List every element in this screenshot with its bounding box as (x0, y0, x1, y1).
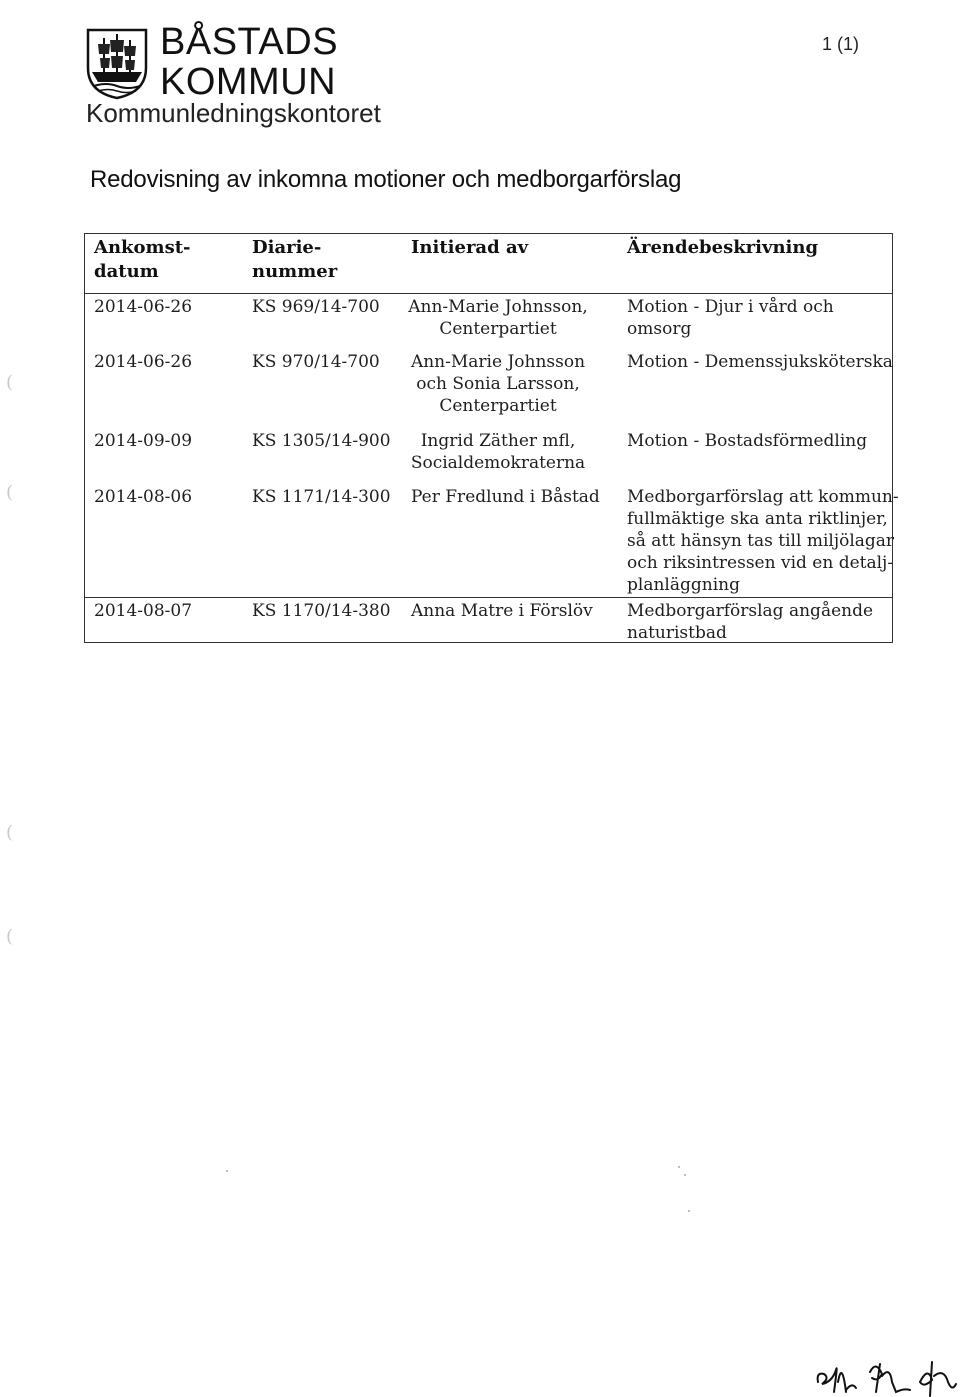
header-divider (85, 293, 892, 294)
header-diary-number: Diarie- nummer (252, 237, 338, 282)
margin-mark: ( (6, 926, 14, 947)
row-5-date: 2014-08-07 (94, 601, 193, 621)
scan-speck (684, 1174, 686, 1176)
header-initiated-by: Initierad av (411, 237, 529, 258)
row-5-description: Medborgarförslag angående naturistbad (627, 601, 874, 643)
row-4-date: 2014-08-06 (94, 487, 193, 507)
organization-name-line-2: KOMMUN (160, 61, 337, 103)
row-1-date: 2014-06-26 (94, 297, 193, 317)
municipal-crest-icon (86, 28, 148, 100)
header-description: Ärendebeskrivning (627, 237, 819, 258)
organization-name-line-1: BÅSTADS (160, 21, 339, 63)
scan-speck (688, 1210, 690, 1212)
row-2-description: Motion - Demenssjuksköterska (627, 352, 893, 372)
row-2-date: 2014-06-26 (94, 352, 193, 372)
scan-speck (678, 1166, 680, 1168)
row-3-initiated-by: Ingrid Zäther mfl, Socialdemokraterna (410, 431, 586, 473)
header-date: Ankomst- datum (94, 237, 191, 282)
row-5-initiated-by: Anna Matre i Förslöv (411, 601, 593, 621)
row-2-diary-number: KS 970/14-700 (252, 352, 380, 372)
row-3-date: 2014-09-09 (94, 431, 193, 451)
margin-mark: ( (6, 482, 14, 503)
row-4-description: Medborgarförslag att kommun- fullmäktige ska anta riktlinjer, så att hänsyn tas till miljölagar och riksintressen vid en detalj- planläggning (627, 487, 899, 595)
row-1-description: Motion - Djur i vård och omsorg (627, 297, 834, 339)
handwritten-initials (812, 1352, 958, 1397)
motions-table (84, 233, 899, 643)
margin-mark: ( (6, 372, 14, 393)
scan-speck (226, 1170, 228, 1172)
row-4-diary-number: KS 1171/14-300 (252, 487, 391, 507)
office-name: Kommunledningskontoret (86, 98, 381, 128)
document-title: Redovisning av inkomna motioner och medborgarförslag (90, 166, 682, 193)
row-1-diary-number: KS 969/14-700 (252, 297, 380, 317)
row-3-diary-number: KS 1305/14-900 (252, 431, 391, 451)
organization-name (160, 22, 338, 102)
row-1-initiated-by: Ann-Marie Johnsson, Centerpartiet (408, 297, 588, 339)
margin-mark: ( (6, 822, 14, 843)
row-2-initiated-by: Ann-Marie Johnsson och Sonia Larsson, Centerpartiet (410, 352, 586, 416)
row-divider (85, 597, 892, 598)
page-number: 1 (1) (822, 34, 860, 54)
row-4-initiated-by: Per Fredlund i Båstad (411, 487, 600, 507)
row-3-description: Motion - Bostadsförmedling (627, 431, 868, 451)
row-5-diary-number: KS 1170/14-380 (252, 601, 391, 621)
